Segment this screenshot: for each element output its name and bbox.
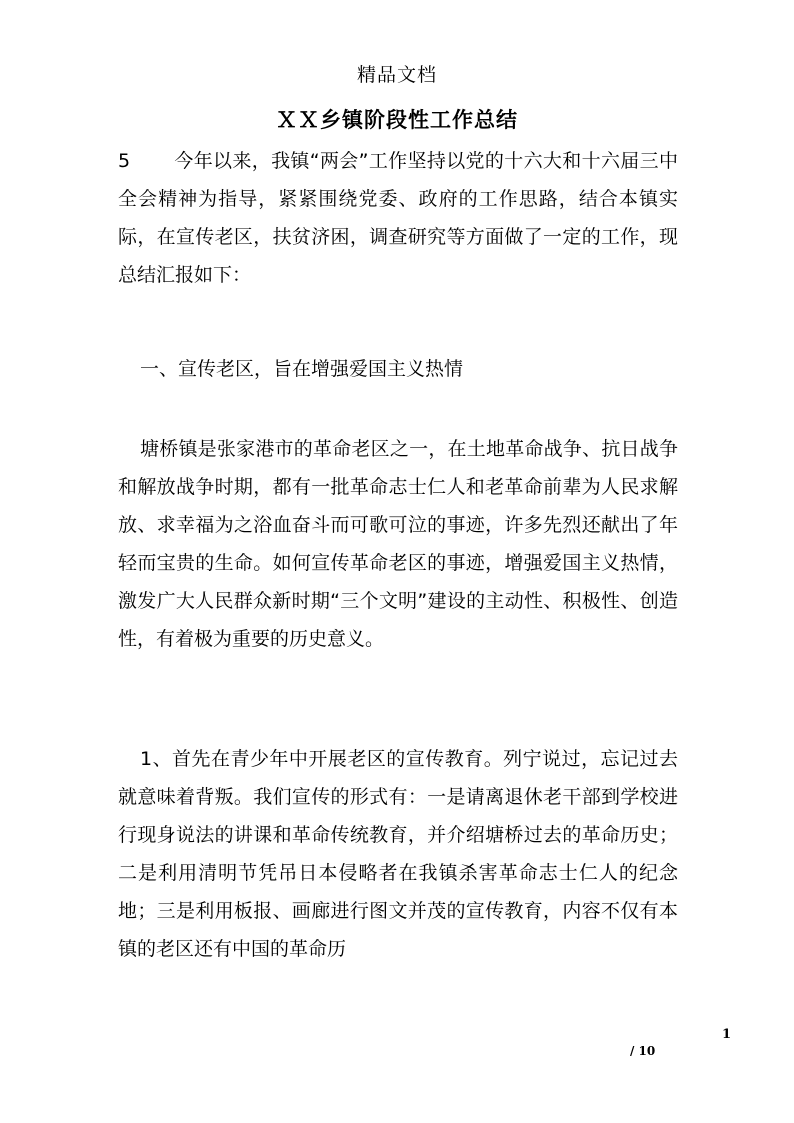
page-header: 精品文档: [356, 64, 437, 86]
body-paragraph: 1、首先在青少年中开展老区的宣传教育。列宁说过，忘记过去就意味着背叛。我们宣传的形式有：一是请离退休老干部到学校进行现身说法的讲课和革命传统教育，并介绍塘桥过去的革命历史；二是利用清明节凭吊日本侵略者在我镇杀害革命志士仁人的纪念地；三是利用板报、画廊进行图文并茂的宣传教育，内容不仅有本镇的老区还有中国的革命历: [118, 748, 678, 960]
page-total: / 10: [630, 1044, 656, 1058]
intro-number: 5: [118, 150, 131, 172]
body-paragraph: 塘桥镇是张家港市的革命老区之一，在土地革命战争、抗日战争和解放战争时期，都有一批革命志士仁人和老革命前辈为人民求解放、求幸福为之浴血奋斗而可歌可泣的事迹，许多先烈还献出了年轻而宝贵的生命。如何宣传革命老区的事迹，增强爱国主义热情，激发广大人民群众新时期“三个文明”建设的主动性、积极性、创造性，有着极为重要的历史意义。: [118, 438, 678, 650]
section-heading: 一、宣传老区，旨在增强爱国主义热情: [140, 358, 464, 380]
intro-text: 今年以来，我镇“两会”工作坚持以党的十六大和十六届三中全会精神为指导，紧紧围绕党委、政府的工作思路，结合本镇实际，在宣传老区，扶贫济困，调查研究等方面做了一定的工作，现总结汇报如下：: [118, 150, 678, 286]
intro-paragraph: [118, 142, 678, 294]
page-number: 1: [722, 1027, 732, 1042]
document-title: ＸＸ乡镇阶段性工作总结: [276, 107, 518, 132]
